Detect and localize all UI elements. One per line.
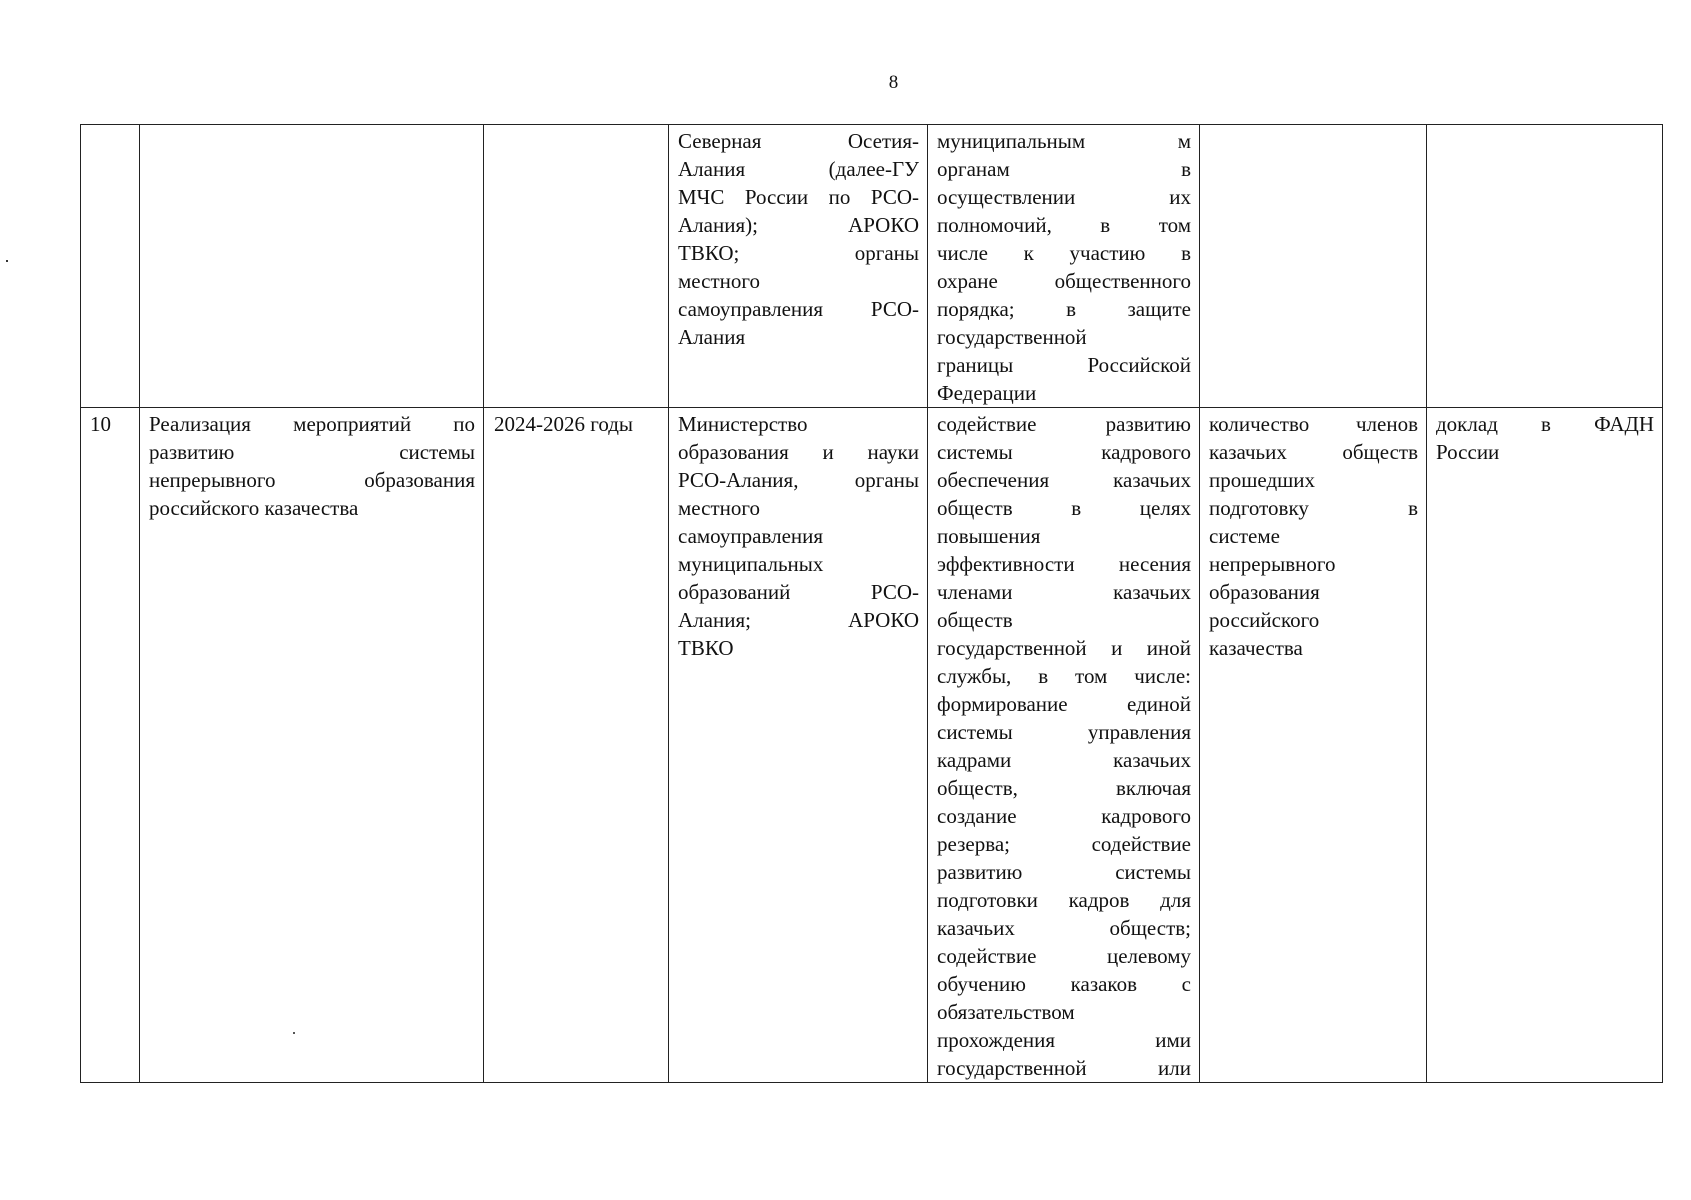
- text-line: Министерство: [678, 412, 808, 436]
- text-line: доклад в ФАДН: [1436, 412, 1654, 436]
- text-line: самоуправления: [678, 524, 824, 548]
- text-line: развитию системы: [149, 440, 475, 464]
- text-line: системы кадрового: [937, 440, 1191, 464]
- text-line: границы Российской: [937, 353, 1191, 377]
- text-line: повышения: [937, 524, 1041, 548]
- cell-period: 2024-2026 годы: [484, 408, 669, 1083]
- text-line: российского: [1209, 608, 1320, 632]
- text-line: Алания); АРОКО: [678, 213, 919, 237]
- cell-result-continued: [928, 125, 1200, 408]
- text-line: российского казачества: [149, 496, 359, 520]
- text-line: непрерывного: [1209, 552, 1336, 576]
- text-line: подготовки кадров для: [937, 888, 1191, 912]
- text-line: содействие целевому: [937, 944, 1191, 968]
- text-line: обществ: [937, 608, 1013, 632]
- text-line: муниципальным м: [937, 129, 1191, 153]
- text-line: образования и науки: [678, 440, 919, 464]
- page-number: 8: [888, 72, 899, 93]
- text-line: обеспечения казачьих: [937, 468, 1191, 492]
- cell-executors-continued: [669, 125, 928, 408]
- text-line: создание кадрового: [937, 804, 1191, 828]
- cell-event: [140, 408, 484, 1083]
- text-line: обучению казаков с: [937, 972, 1191, 996]
- table-row-10: [81, 408, 1663, 1083]
- text-line: государственной или: [937, 1056, 1191, 1080]
- text-line: Алания: [678, 325, 746, 349]
- scan-speck: [293, 1032, 295, 1034]
- text-line: системы управления: [937, 720, 1191, 744]
- text-line: непрерывного образования: [149, 468, 475, 492]
- text-line: формирование единой: [937, 692, 1191, 716]
- text-line: Алания; АРОКО: [678, 608, 919, 632]
- text-line: Реализация мероприятий по: [149, 412, 475, 436]
- cell-event-continued: [140, 125, 484, 408]
- text-line: казачьих обществ: [1209, 440, 1418, 464]
- text-line: образования: [1209, 580, 1320, 604]
- text-line: обществ, включая: [937, 776, 1191, 800]
- cell-report: [1427, 408, 1663, 1083]
- table-row-continued: [81, 125, 1663, 408]
- text-line: Федерации: [937, 381, 1037, 405]
- text-line: местного: [678, 496, 760, 520]
- text-line: муниципальных: [678, 552, 824, 576]
- text-line: количество членов: [1209, 412, 1418, 436]
- text-line: России: [1436, 440, 1500, 464]
- text-line: государственной: [937, 325, 1087, 349]
- cell-indicator: [1200, 408, 1427, 1083]
- text-line: обязательством: [937, 1000, 1075, 1024]
- text-line: прохождения ими: [937, 1028, 1191, 1052]
- text-line: образований РСО-: [678, 580, 919, 604]
- cell-number-continued: [81, 125, 140, 408]
- text-line: казачьих обществ;: [937, 916, 1191, 940]
- text-line: кадрами казачьих: [937, 748, 1191, 772]
- text-line: Алания (далее-ГУ: [678, 157, 919, 181]
- text-line: эффективности несения: [937, 552, 1191, 576]
- text-line: местного: [678, 269, 760, 293]
- text-line: прошедших: [1209, 468, 1316, 492]
- text-line: развитию системы: [937, 860, 1191, 884]
- text-line: службы, в том числе:: [937, 664, 1191, 688]
- text-line: казачества: [1209, 636, 1303, 660]
- cell-result: [928, 408, 1200, 1083]
- cell-number: 10: [81, 408, 140, 1083]
- text-line: ТВКО: [678, 636, 734, 660]
- text-line: резерва; содействие: [937, 832, 1191, 856]
- text-line: МЧС России по РСО-: [678, 185, 919, 209]
- text-line: осуществлении их: [937, 185, 1191, 209]
- scan-speck: [6, 260, 8, 262]
- text-line: числе к участию в: [937, 241, 1191, 265]
- text-line: ТВКО; органы: [678, 241, 919, 265]
- text-line: РСО-Алания, органы: [678, 468, 919, 492]
- text-line: обществ в целях: [937, 496, 1191, 520]
- activity-plan-table: [80, 124, 1663, 1083]
- text-line: государственной и иной: [937, 636, 1191, 660]
- text-line: Северная Осетия-: [678, 129, 919, 153]
- text-line: охране общественного: [937, 269, 1191, 293]
- cell-executors: [669, 408, 928, 1083]
- text-line: полномочий, в том: [937, 213, 1191, 237]
- cell-indicator-continued: [1200, 125, 1427, 408]
- cell-period-continued: [484, 125, 669, 408]
- text-line: порядка; в защите: [937, 297, 1191, 321]
- text-line: органам в: [937, 157, 1191, 181]
- text-line: подготовку в: [1209, 496, 1418, 520]
- text-line: системе: [1209, 524, 1280, 548]
- cell-report-continued: [1427, 125, 1663, 408]
- text-line: членами казачьих: [937, 580, 1191, 604]
- text-line: содействие развитию: [937, 412, 1191, 436]
- text-line: самоуправления РСО-: [678, 297, 919, 321]
